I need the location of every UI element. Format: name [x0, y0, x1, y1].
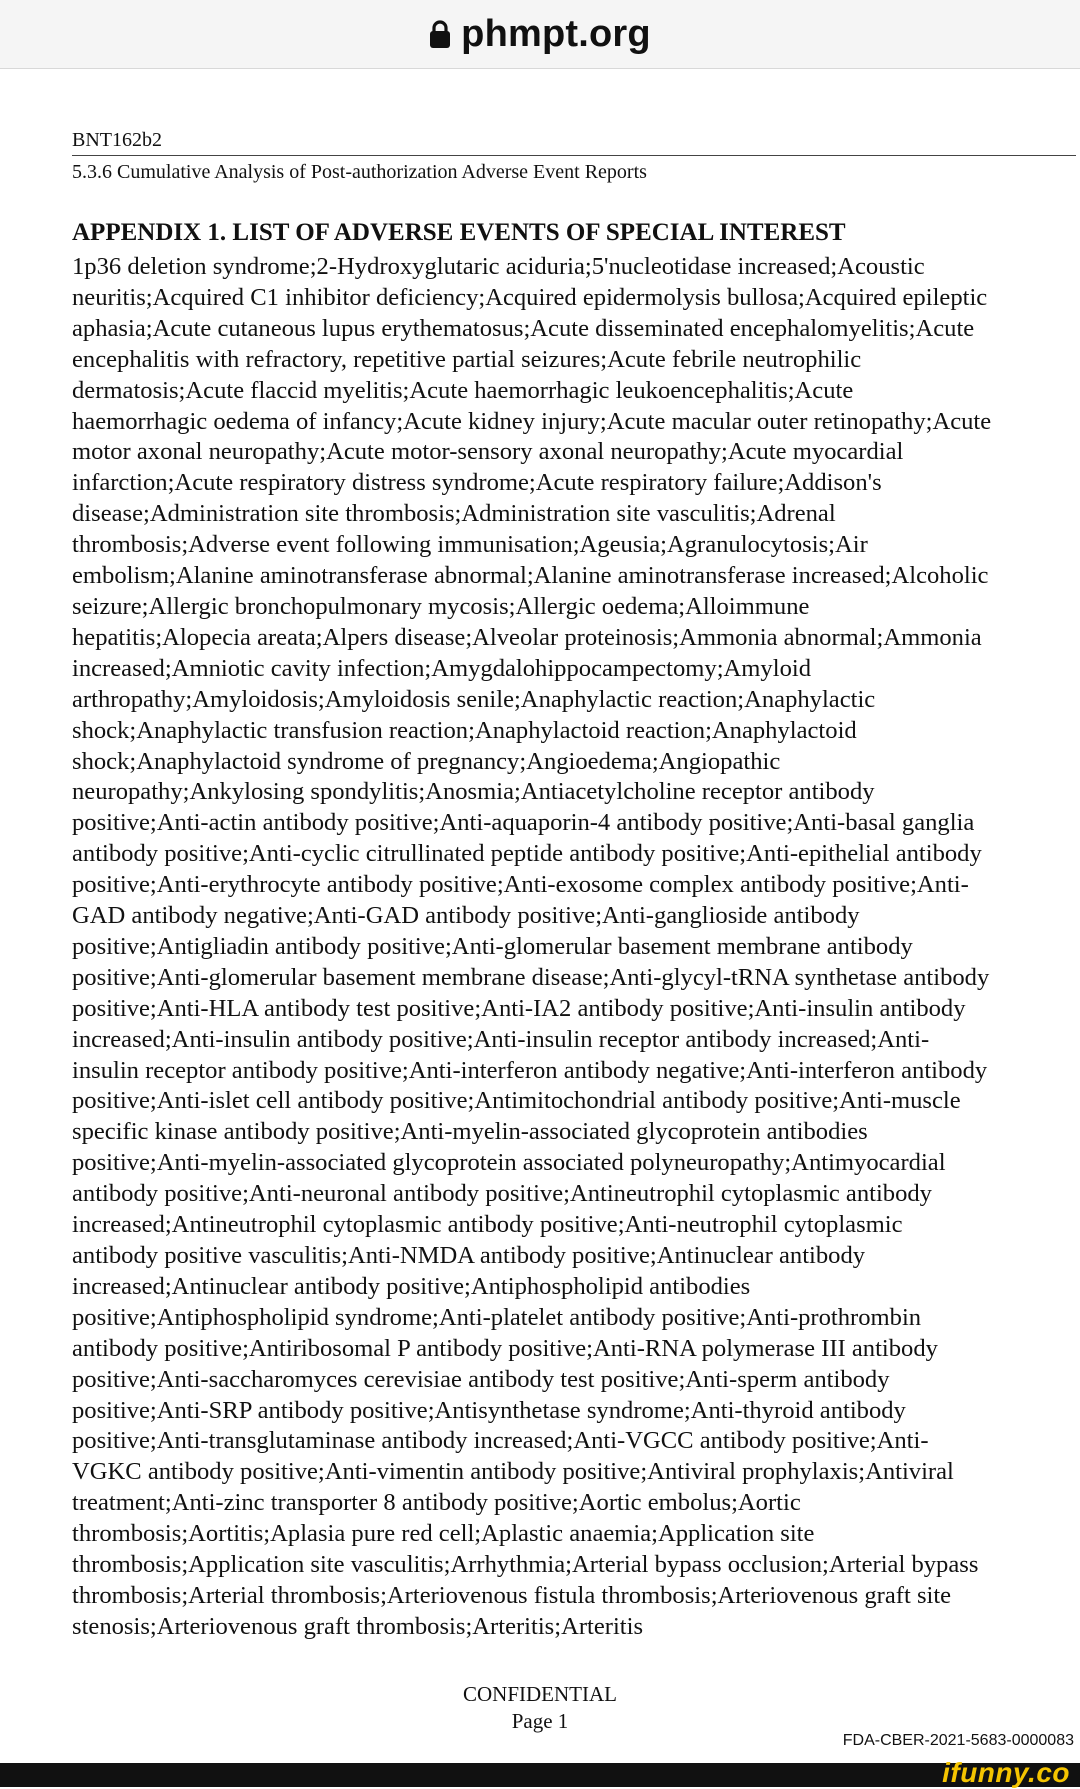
page-number: Page 1 [511, 1709, 569, 1733]
header-divider [72, 155, 1076, 156]
lock-icon [429, 19, 451, 49]
document-id: BNT162b2 [72, 129, 162, 151]
page-domain: phmpt.org [461, 12, 651, 55]
address-bar[interactable] [0, 0, 1080, 69]
section-heading: 5.3.6 Cumulative Analysis of Post-authorization Adverse Event Reports [72, 161, 647, 183]
adverse-events-list: 1p36 deletion syndrome;2-Hydroxyglutaric aciduria;5'nucleotidase increased;Acoustic neuritis;Acquired C1 inhibitor deficiency;Acquired epidermolysis bullosa;Acquired epileptic aphasia;Acute cutaneous lupus erythematosus;Acute disseminated encephalomyelitis;Acute encephalitis with refractory, repetitive partial seizures;Acute febrile neutrophilic dermatosis;Acute flaccid myelitis;Acute haemorrhagic leukoencephalitis;Acute haemorrhagic oedema of infancy;Acute kidney injury;Acute macular outer retinopathy;Acute motor axonal neuropathy;Acute motor-sensory axonal neuropathy;Acute myocardial infarction;Acute respiratory distress syndrome;Acute respiratory failure;Addison's disease;Administration site thrombosis;Administration site vasculitis;Adrenal thrombosis;Adverse event following immunisation;Ageusia;Agranulocytosis;Air embolism;Alanine aminotransferase abnormal;Alanine aminotransferase increased;Alcoholic seizure;Allergic bronchopulmonary mycosis;Allergic oedema;Alloimmune hepatitis;Alopecia areata;Alpers disease;Alveolar proteinosis;Ammonia abnormal;Ammonia increased;Amniotic cavity infection;Amygdalohippocampectomy;Amyloid arthropathy;Amyloidosis;Amyloidosis senile;Anaphylactic reaction;Anaphylactic shock;Anaphylactic transfusion reaction;Anaphylactoid reaction;Anaphylactoid shock;Anaphylactoid syndrome of pregnancy;Angioedema;Angiopathic neuropathy;Ankylosing spondylitis;Anosmia;Antiacetylcholine receptor antibody positive;Anti-actin antibody positive;Anti-aquaporin-4 antibody positive;Anti-basal ganglia antibody positive;Anti-cyclic citrullinated peptide antibody positive;Anti-epithelial antibody positive;Anti-erythrocyte antibody positive;Anti-exosome complex antibody positive;Anti- GAD antibody negative;Anti-GAD antibody positive;Anti-ganglioside antibody positive;Antigliadin antibody positive;Anti-glomerular basement membrane antibody positive;Anti-glomerular basement membrane disease;Anti-glycyl-tRNA synthetase antibody positive;Anti-HLA antibody test positive;Anti-IA2 antibody positive;Anti-insulin antibody increased;Anti-insulin antibody positive;Anti-insulin receptor antibody increased;Anti- insulin receptor antibody positive;Anti-interferon antibody negative;Anti-interferon antibody positive;Anti-islet cell antibody positive;Antimitochondrial antibody positive;Anti-muscle specific kinase antibody positive;Anti-myelin-associated glycoprotein antibodies positive;Anti-myelin-associated glycoprotein associated polyneuropathy;Antimyocardial antibody positive;Anti-neuronal antibody positive;Antineutrophil cytoplasmic antibody increased;Antineutrophil cytoplasmic antibody positive;Anti-neutrophil cytoplasmic antibody positive vasculitis;Anti-NMDA antibody positive;Antinuclear antibody increased;Antinuclear antibody positive;Antiphospholipid antibodies positive;Antiphospholipid syndrome;Anti-platelet antibody positive;Anti-prothrombin antibody positive;Antiribosomal P antibody positive;Anti-RNA polymerase III antibody positive;Anti-saccharomyces cerevisiae antibody test positive;Anti-sperm antibody positive;Anti-SRP antibody positive;Antisynthetase syndrome;Anti-thyroid antibody positive;Anti-transglutaminase antibody increased;Anti-VGCC antibody positive;Anti- VGKC antibody positive;Anti-vimentin antibody positive;Antiviral prophylaxis;Antiviral treatment;Anti-zinc transporter 8 antibody positive;Aortic embolus;Aortic thrombosis;Aortitis;Aplasia pure red cell;Aplastic anaemia;Application site thrombosis;Application site vasculitis;Arrhythmia;Arterial bypass occlusion;Arterial bypass thrombosis;Arterial thrombosis;Arteriovenous fistula thrombosis;Arteriovenous graft site stenosis;Arteriovenous graft thrombosis;Arteritis;Arteritis [72, 253, 992, 1640]
ifunny-watermark: ifunny.co [942, 1757, 1070, 1788]
document-page [72, 128, 1076, 1643]
fda-document-id: FDA-CBER-2021-5683-0000083 [842, 1732, 1074, 1749]
confidential-label: CONFIDENTIAL [463, 1682, 617, 1706]
appendix-title: APPENDIX 1. LIST OF ADVERSE EVENTS OF SPECIAL INTEREST [72, 219, 846, 246]
watermark-bar [0, 1763, 1080, 1787]
